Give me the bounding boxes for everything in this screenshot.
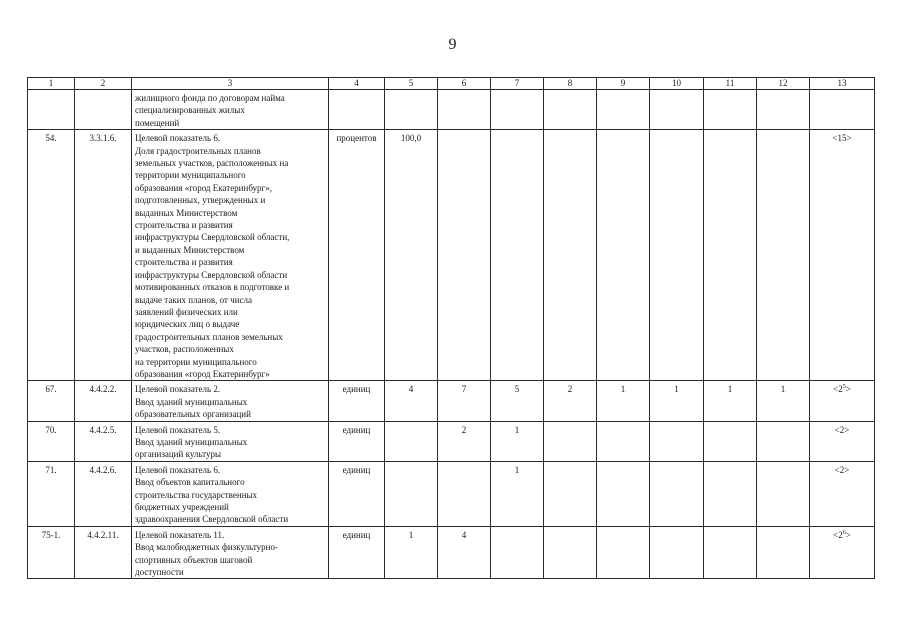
row-number-cell: 67.	[28, 381, 75, 421]
value-cell-8	[544, 90, 597, 130]
description-line: образования «город Екатеринбург»	[135, 368, 270, 379]
indicators-table	[27, 77, 875, 579]
value-cell-12	[757, 130, 810, 381]
row-number-cell: 75-1.	[28, 526, 75, 579]
description-line: Доля градостроительных планов	[135, 145, 261, 156]
description-line: Ввод зданий муниципальных	[135, 396, 248, 407]
note-superscript: 6	[842, 529, 846, 536]
value-cell-10	[650, 90, 704, 130]
description-cell	[132, 381, 329, 421]
value-cell-11	[704, 130, 757, 381]
description-line: инфраструктуры Свердловской области,	[135, 232, 290, 243]
value-cell-8	[544, 421, 597, 461]
description-line: мотивированных отказов в подготовке и	[135, 282, 290, 293]
column-header-10: 10	[650, 78, 704, 90]
description-line: бюджетных учреждений	[135, 502, 229, 512]
note-cell	[810, 461, 875, 526]
value-cell-11	[704, 461, 757, 526]
value-cell-7: 1	[491, 421, 544, 461]
table-row	[28, 381, 875, 421]
description-line: жилищного фонда по договорам найма	[135, 93, 285, 103]
value-cell-12	[757, 421, 810, 461]
column-header-2: 2	[75, 78, 132, 90]
description-line: на территории муниципального	[135, 356, 257, 367]
description-line: строительства государственных	[135, 489, 258, 500]
table-row	[28, 421, 875, 461]
code-cell: 4.4.2.6.	[75, 461, 132, 526]
description-line: выданных Министерством	[135, 207, 238, 218]
description-line: строительства и развития	[135, 257, 233, 268]
value-cell-6: 2	[438, 421, 491, 461]
value-cell-5: 1	[385, 526, 438, 579]
description-line: Целевой показатель 11.	[135, 529, 225, 540]
column-header-12: 12	[757, 78, 810, 90]
table-row	[28, 90, 875, 130]
note-ref-end: >	[845, 384, 851, 395]
table-row	[28, 526, 875, 579]
description-line: Целевой показатель 5.	[135, 424, 221, 435]
value-cell-9	[597, 421, 650, 461]
value-cell-5	[385, 421, 438, 461]
value-cell-8	[544, 461, 597, 526]
description-line: участков, расположенных	[135, 344, 234, 355]
value-cell-8	[544, 130, 597, 381]
note-ref: <2>	[834, 424, 850, 435]
column-header-3: 3	[132, 78, 329, 90]
description-line: Целевой показатель 2.	[135, 384, 221, 395]
description-cell	[132, 130, 329, 381]
code-cell: 4.4.2.5.	[75, 421, 132, 461]
note-ref: <2>	[834, 464, 850, 475]
note-ref: <15>	[832, 133, 852, 144]
description-cell	[132, 461, 329, 526]
value-cell-11	[704, 90, 757, 130]
row-number-cell: 54.	[28, 130, 75, 381]
table-row	[28, 461, 875, 526]
value-cell-10	[650, 461, 704, 526]
value-cell-8: 2	[544, 381, 597, 421]
value-cell-9	[597, 130, 650, 381]
row-number-cell: 70.	[28, 421, 75, 461]
column-header-13: 13	[810, 78, 875, 90]
value-cell-7	[491, 526, 544, 579]
value-cell-10: 1	[650, 381, 704, 421]
value-cell-9	[597, 526, 650, 579]
note-ref: <2	[833, 384, 843, 395]
value-cell-10	[650, 526, 704, 579]
description-line: образовательных организаций	[135, 409, 251, 420]
description-line: строительства и развития	[135, 220, 233, 231]
unit-cell: единиц	[329, 461, 385, 526]
value-cell-11	[704, 421, 757, 461]
unit-cell: единиц	[329, 526, 385, 579]
value-cell-5	[385, 90, 438, 130]
value-cell-12: 1	[757, 381, 810, 421]
column-header-1: 1	[28, 78, 75, 90]
value-cell-6	[438, 461, 491, 526]
value-cell-12	[757, 90, 810, 130]
code-cell: 3.3.1.6.	[75, 130, 132, 381]
value-cell-6: 4	[438, 526, 491, 579]
table-body	[28, 90, 875, 579]
description-line: инфраструктуры Свердловской области	[135, 269, 288, 280]
note-cell	[810, 130, 875, 381]
description-line: подготовленных, утвержденных и	[135, 195, 266, 206]
description-line: земельных участков, расположенных на	[135, 158, 289, 169]
description-line: и выданных Министерством	[135, 244, 245, 255]
row-number-cell	[28, 90, 75, 130]
description-line: помещений	[135, 117, 180, 128]
description-line: спортивных объектов шаговой	[135, 554, 253, 565]
description-line: заявлений физических или	[135, 306, 238, 317]
column-header-4: 4	[329, 78, 385, 90]
column-number-row	[28, 78, 875, 90]
note-cell	[810, 526, 875, 579]
value-cell-6	[438, 90, 491, 130]
value-cell-11	[704, 526, 757, 579]
code-cell: 4.4.2.11.	[75, 526, 132, 579]
unit-cell: единиц	[329, 421, 385, 461]
value-cell-7	[491, 130, 544, 381]
description-line: специализированных жилых	[135, 105, 245, 116]
unit-cell	[329, 90, 385, 130]
value-cell-9	[597, 461, 650, 526]
value-cell-12	[757, 526, 810, 579]
note-cell	[810, 381, 875, 421]
description-cell	[132, 421, 329, 461]
note-cell	[810, 421, 875, 461]
column-header-6: 6	[438, 78, 491, 90]
description-line: организаций культуры	[135, 449, 222, 460]
value-cell-7: 5	[491, 381, 544, 421]
unit-cell: процентов	[329, 130, 385, 381]
description-line: Целевой показатель 6.	[135, 133, 221, 144]
description-line: здравоохранения Свердловской области	[135, 514, 289, 525]
description-line: территории муниципального	[135, 170, 246, 181]
description-line: выдаче таких планов, от числа	[135, 294, 253, 305]
description-line: юридических лиц о выдаче	[135, 319, 240, 330]
column-header-8: 8	[544, 78, 597, 90]
value-cell-7: 1	[491, 461, 544, 526]
description-line: Ввод малобюджетных физкультурно-	[135, 542, 278, 553]
value-cell-5	[385, 461, 438, 526]
description-line: Целевой показатель 6.	[135, 464, 221, 475]
value-cell-6: 7	[438, 381, 491, 421]
description-line: градостроительных планов земельных	[135, 331, 283, 342]
value-cell-10	[650, 421, 704, 461]
code-cell	[75, 90, 132, 130]
table-row	[28, 130, 875, 381]
description-line: Ввод объектов капитального	[135, 477, 245, 488]
unit-cell: единиц	[329, 381, 385, 421]
note-ref: <2	[833, 529, 843, 540]
description-line: Ввод зданий муниципальных	[135, 436, 248, 447]
row-number-cell: 71.	[28, 461, 75, 526]
value-cell-5: 4	[385, 381, 438, 421]
column-header-9: 9	[597, 78, 650, 90]
value-cell-10	[650, 130, 704, 381]
code-cell: 4.4.2.2.	[75, 381, 132, 421]
column-header-7: 7	[491, 78, 544, 90]
value-cell-9	[597, 90, 650, 130]
page-number: 9	[448, 36, 457, 53]
note-cell	[810, 90, 875, 130]
note-superscript: 5	[842, 384, 846, 391]
value-cell-11: 1	[704, 381, 757, 421]
description-line: образования «город Екатеринбург»,	[135, 182, 272, 193]
value-cell-7	[491, 90, 544, 130]
note-ref-end: >	[845, 529, 851, 540]
description-line: доступности	[135, 567, 184, 578]
column-header-5: 5	[385, 78, 438, 90]
description-cell	[132, 90, 329, 130]
description-cell	[132, 526, 329, 579]
value-cell-8	[544, 526, 597, 579]
value-cell-12	[757, 461, 810, 526]
value-cell-6	[438, 130, 491, 381]
value-cell-5: 100,0	[385, 130, 438, 381]
column-header-11: 11	[704, 78, 757, 90]
value-cell-9: 1	[597, 381, 650, 421]
